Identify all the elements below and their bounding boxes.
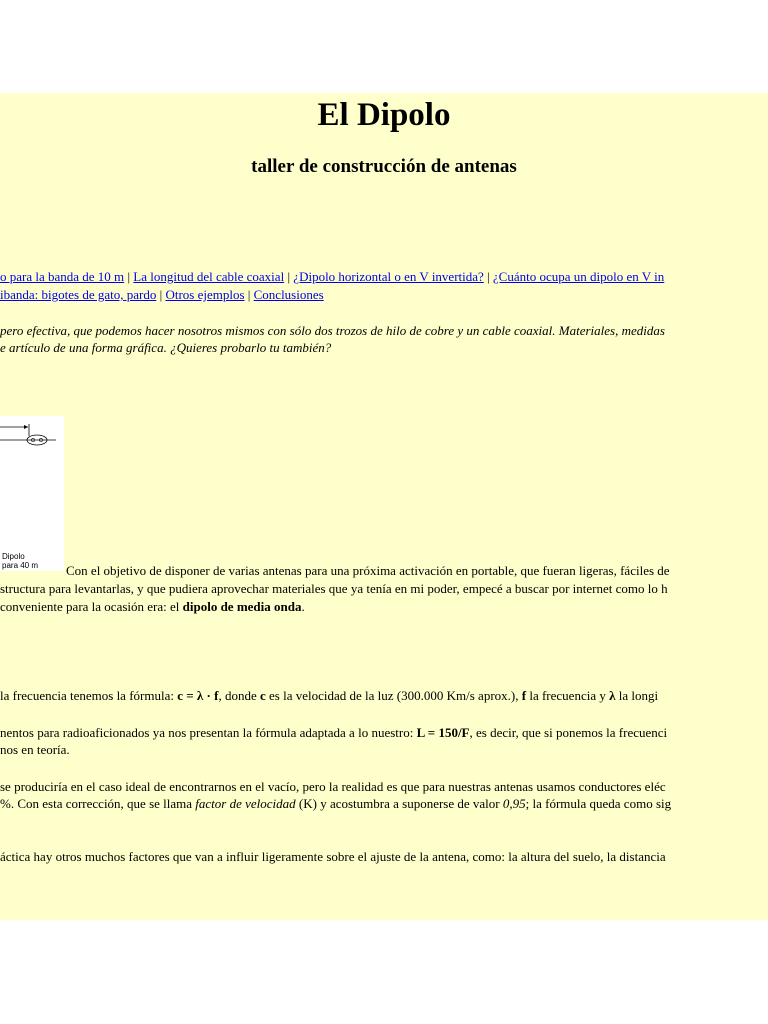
p2-symbol-f: f (521, 688, 527, 703)
p4-text: ; la fórmula queda como sig (525, 796, 672, 811)
nav-row-1 (0, 269, 664, 285)
dipole-diagram (0, 416, 64, 571)
intro-line-1: pero efectiva, que podemos hacer nosotros mismos con sólo dos trozos de hilo de cobre y un cable coaxial. Materiales, medidas (0, 323, 665, 338)
nav-separator: | (156, 287, 166, 302)
p3-line-2: nos en teoría. (0, 742, 70, 757)
p1-line-1: Con el objetivo de disponer de varias antenas para una próxima activación en portable, que fueran ligeras, fáciles de (66, 563, 670, 578)
nav-link-multibanda[interactable]: ibanda: bigotes de gato, pardo (0, 287, 157, 302)
nav-separator: | (284, 269, 294, 284)
nav-separator: | (124, 269, 134, 284)
nav-separator: | (244, 287, 254, 302)
p2-text: , donde (218, 688, 260, 703)
p2-formula: c = λ · f (177, 688, 219, 703)
page-subtitle: taller de construcción de antenas (251, 156, 517, 177)
p3-formula: L = 150/F (416, 725, 470, 740)
figure-caption-line-2: para 40 m (2, 561, 39, 570)
intro-line-2: e artículo de una forma gráfica. ¿Quieres probarlo tu también? (0, 340, 332, 355)
p1-bold-term: dipolo de media onda (182, 599, 302, 614)
p4-value: 0,95 (502, 796, 526, 811)
p2-line (0, 688, 658, 704)
nav-link-cuanto-ocupa[interactable]: ¿Cuánto ocupa un dipolo en V in (492, 269, 665, 284)
p4-text: %. Con esta corrección, que se llama (0, 796, 196, 811)
page-background (0, 93, 768, 920)
p5-line-1: áctica hay otros muchos factores que van a influir ligeramente sobre el ajuste de la antena, como: la altura del suelo, la distancia (0, 849, 666, 864)
p1-line-3 (0, 599, 305, 615)
p2-text: es la velocidad de la luz (300.000 Km/s aprox.), (265, 688, 522, 703)
p2-symbol-lambda: λ (609, 688, 616, 703)
p3-text: , es decir, que si ponemos la frecuenci (469, 725, 668, 740)
p1-period: . (301, 599, 305, 614)
nav-link-cable-coaxial[interactable]: La longitud del cable coaxial (133, 269, 285, 284)
nav-row-2 (0, 287, 324, 303)
p4-line-1: se produciría en el caso ideal de encontrarnos en el vacío, pero la realidad es que para nuestras antenas usamos conductores eléc (0, 779, 666, 794)
p4-term: factor de velocidad (195, 796, 296, 811)
page-title: El Dipolo (317, 97, 451, 133)
p3-text: nentos para radioaficionados ya nos presentan la fórmula adaptada a lo nuestro: (0, 725, 417, 740)
nav-link-otros-ejemplos[interactable]: Otros ejemplos (165, 287, 245, 302)
nav-link-banda-10m[interactable]: o para la banda de 10 m (0, 269, 125, 284)
p4-text: (K) y acostumbra a suponerse de valor (295, 796, 503, 811)
p2-symbol-c: c (260, 688, 266, 703)
p3-line-1 (0, 725, 667, 741)
p2-text: la longi (615, 688, 659, 703)
p2-text: la frecuencia tenemos la fórmula: (0, 688, 178, 703)
p1-text: conveniente para la ocasión era: el (0, 599, 183, 614)
nav-separator: | (483, 269, 493, 284)
nav-link-conclusiones[interactable]: Conclusiones (253, 287, 324, 302)
p4-line-2 (0, 796, 671, 812)
nav-link-dipolo-horizontal[interactable]: ¿Dipolo horizontal o en V invertida? (293, 269, 484, 284)
p1-line-2: structura para levantarlas, y que pudiera aprovechar materiales que ya tenía en mi poder, empecé a buscar por internet como lo h (0, 581, 668, 596)
dipole-diagram-image (0, 416, 64, 571)
p2-text: la frecuencia y (526, 688, 610, 703)
figure-caption-line-1: Dipolo (2, 552, 25, 561)
